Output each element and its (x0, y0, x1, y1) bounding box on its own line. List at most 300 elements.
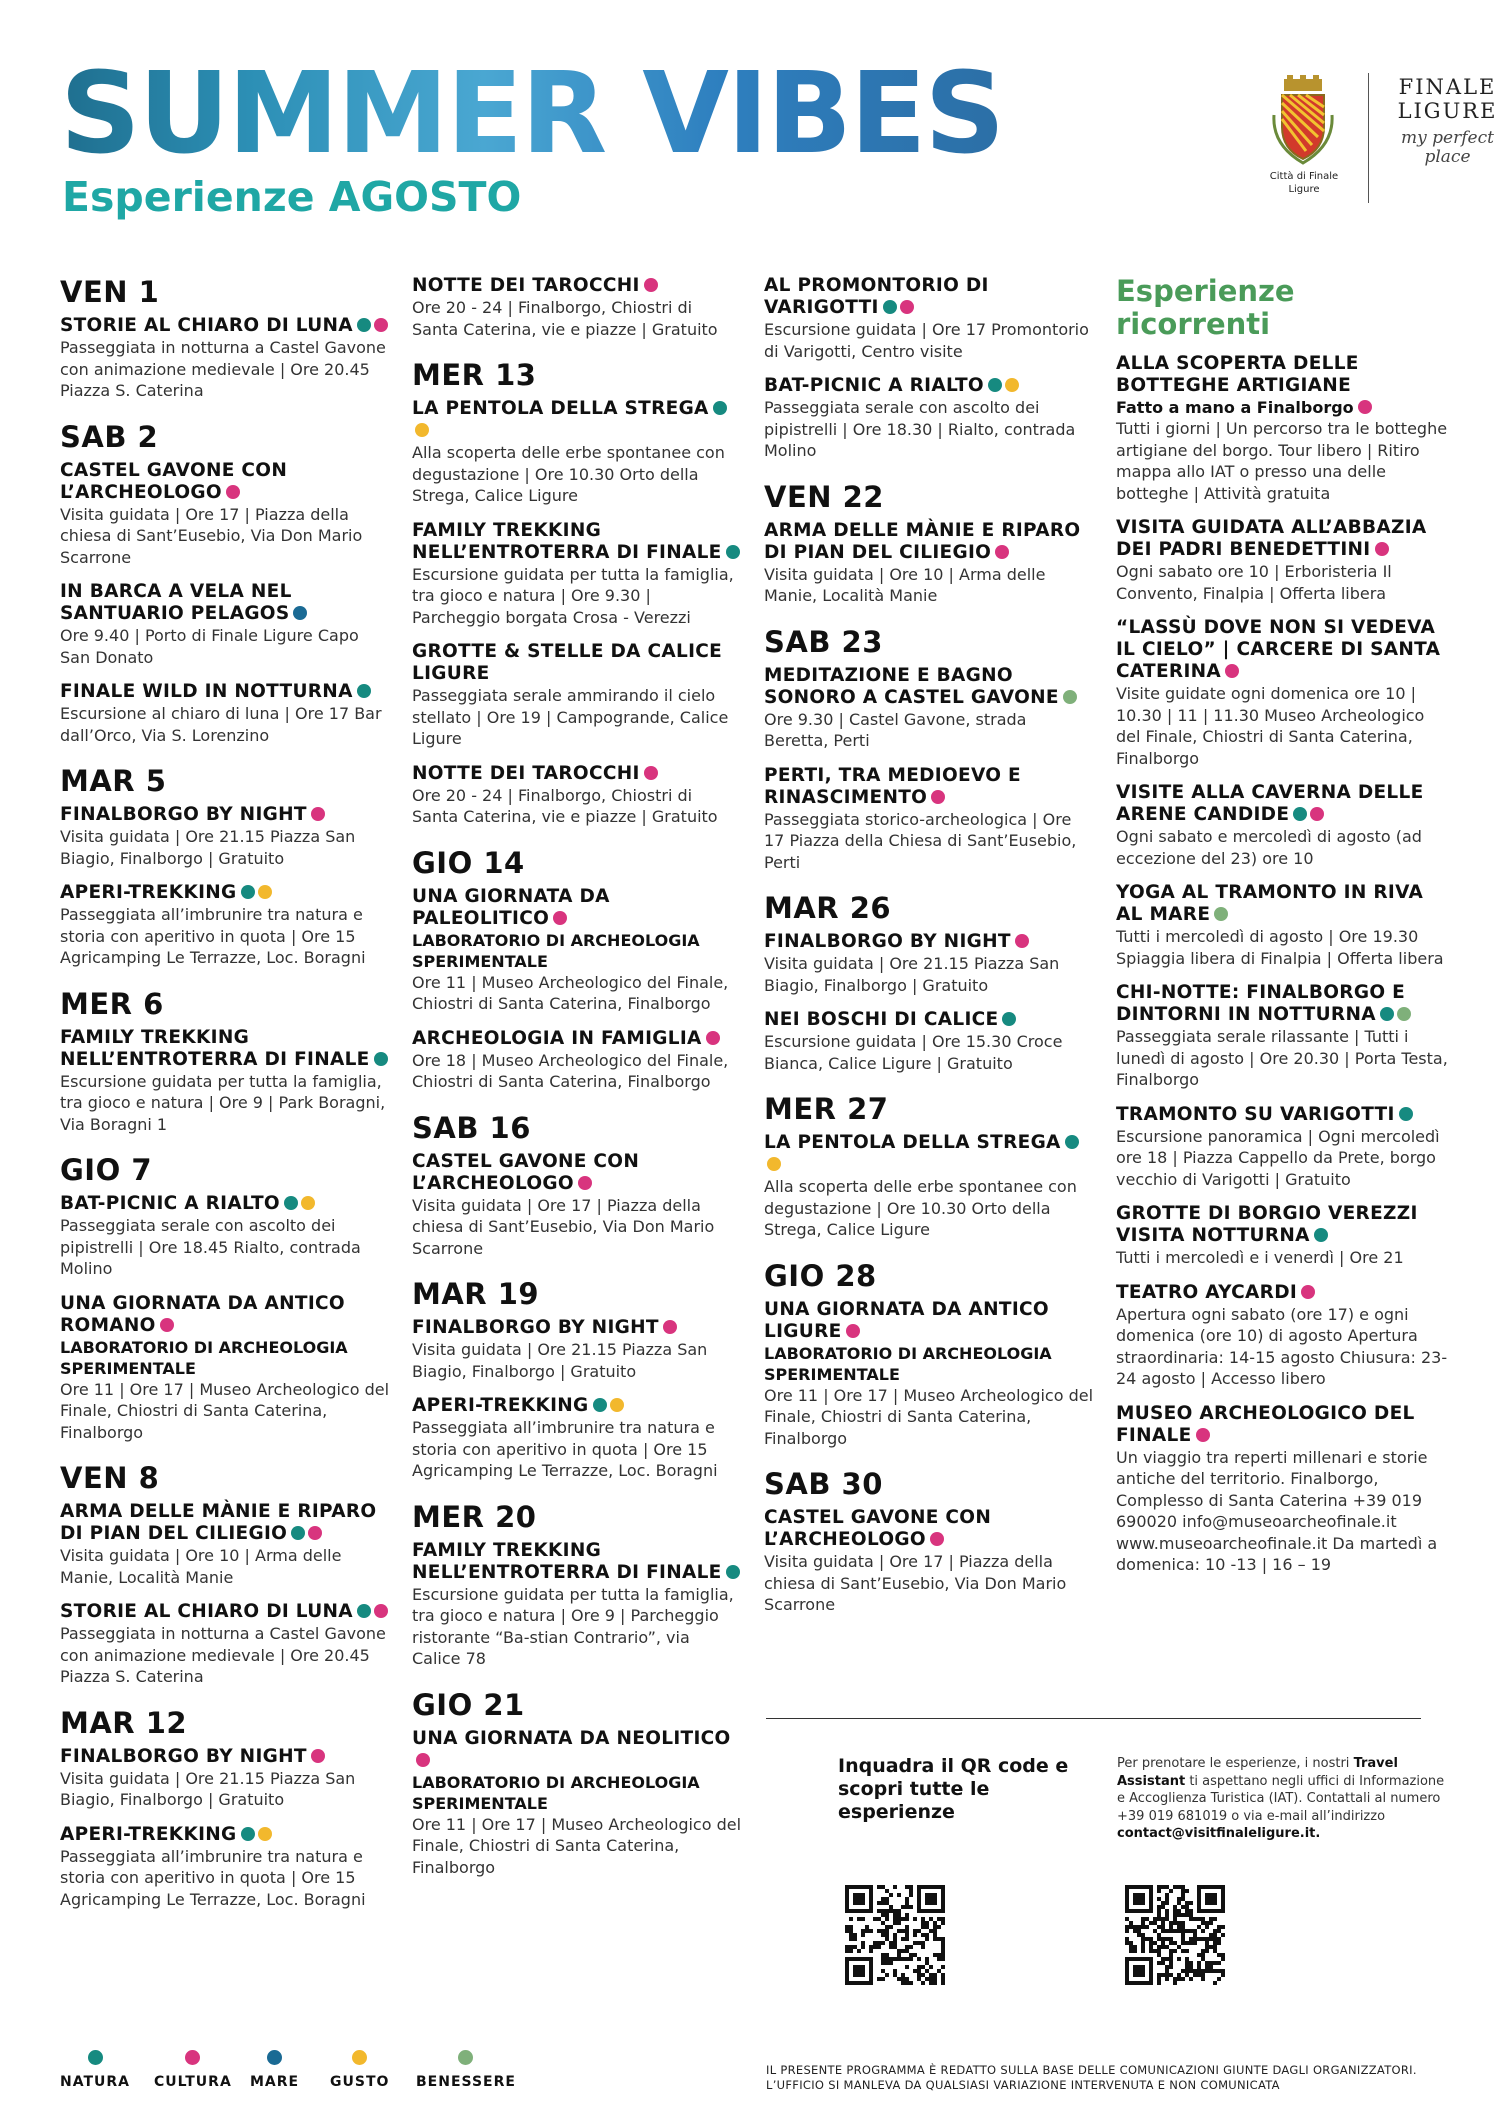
cultura-category-dot (846, 1324, 860, 1338)
event-title (60, 804, 390, 826)
brand-line1: FINALE (1398, 75, 1497, 99)
booking-email-link[interactable]: contact@visitfinaleligure.it. (1117, 1826, 1321, 1841)
event-title (412, 1728, 742, 1772)
event-title-text: BAT-PICNIC A RIALTO (764, 375, 984, 396)
event-title-text: YOGA AL TRAMONTO IN RIVA AL MARE (1116, 882, 1424, 925)
cultura-category-dot (553, 911, 567, 925)
cultura-category-dot (311, 1749, 325, 1763)
cultura-category-dot (1225, 664, 1239, 678)
event-description: Alla scoperta delle erbe spontanee con degustazione | Ore 10.30 Orto della Strega, Calice Ligure (764, 1177, 1077, 1239)
event-description: Passeggiata serale con ascolto dei pipistrelli | Ore 18.45 Rialto, contrada Molino (60, 1216, 361, 1278)
disclaimer: IL PRESENTE PROGRAMMA È REDATTO SULLA BASE DELLE COMUNICAZIONI GIUNTE DAGLI ORGANIZZATORI. L’UFFICIO SI MANLEVA DA QUALSIASI VARIAZIONE INTERVENUTA E NON COMUNICATA (766, 2063, 1417, 2092)
event-description: Ogni sabato ore 10 | Erboristeria Il Convento, Finalpia | Offerta libera (1116, 562, 1392, 603)
legend-item-gusto (330, 2050, 389, 2090)
gusto-category-dot (767, 1157, 781, 1171)
event-title (60, 581, 390, 625)
gusto-category-dot (415, 423, 429, 437)
event-description: Ore 11 | Ore 17 | Museo Archeologico del Finale, Chiostri di Santa Caterina, Finalborgo (764, 1385, 1094, 1448)
benessere-legend-dot (458, 2050, 473, 2065)
event-title (60, 460, 390, 504)
event-title-text: LA PENTOLA DELLA STREGA (412, 398, 709, 419)
benessere-category-dot (1397, 1007, 1411, 1021)
booking-text-pre: Per prenotare le esperienze, i nostri (1117, 1756, 1350, 1771)
event-item[interactable] (1116, 782, 1451, 869)
event-title (764, 1009, 1094, 1031)
event-title-text: VISITA GUIDATA ALL’ABBAZIA DEI PADRI BENEDETTINI (1116, 517, 1427, 560)
brand-logo (1385, 75, 1497, 167)
cultura-category-dot (1196, 1428, 1210, 1442)
logo-area (1260, 65, 1497, 215)
category-legend (60, 2050, 580, 2090)
event-item[interactable] (1116, 982, 1451, 1091)
event-title-text: APERI-TREKKING (60, 882, 237, 903)
day-heading: MER 13 (412, 358, 537, 392)
event-item[interactable] (60, 1193, 390, 1280)
event-title (1116, 782, 1451, 826)
event-description: Ore 20 - 24 | Finalborgo, Chiostri di Santa Caterina, vie e piazze | Gratuito (412, 298, 718, 339)
event-description: Tutti i giorni | Un percorso tra le botteghe artigiane del borgo. Tour libero | Ritiro mappa allo IAT o presso una delle botteghe | Attività gratuita (1116, 419, 1448, 503)
event-title-text: FINALBORGO BY NIGHT (764, 931, 1011, 952)
cultura-category-dot (1375, 542, 1389, 556)
event-subtitle-text: LABORATORIO DI ARCHEOLOGIA SPERIMENTALE (412, 930, 700, 971)
day-heading: GIO 28 (764, 1258, 877, 1293)
event-description: Passeggiata serale rilassante | Tutti i lunedì di agosto | Ore 20.30 | Porta Testa, Finalborgo (1116, 1027, 1448, 1089)
event-title (412, 641, 742, 685)
event-item[interactable] (412, 398, 742, 507)
event-title-text: ARCHEOLOGIA IN FAMIGLIA (412, 1027, 702, 1049)
event-item[interactable] (764, 1507, 1094, 1616)
event-description: Passeggiata storico-archeologica | Ore 17 Piazza della Chiesa di Sant’Eusebio, Perti (764, 809, 1077, 872)
event-title (412, 1151, 742, 1195)
footer-divider (766, 1718, 1421, 1719)
cultura-category-dot (1301, 1285, 1315, 1299)
event-title-text: ARMA DELLE MÀNIE E RIPARO DI PIAN DEL CILIEGIO (60, 1501, 377, 1544)
event-title (412, 275, 742, 297)
event-item[interactable] (1116, 1203, 1451, 1269)
event-subtitle (764, 1343, 1094, 1385)
event-title (412, 1317, 742, 1339)
event-description: Tutti i mercoledì e i venerdì | Ore 21 (1116, 1248, 1404, 1267)
event-description: Escursione guidata per tutta la famiglia, tra gioco e natura | Ore 9.30 | Parcheggio borgata Crosa - Verezzi (412, 564, 734, 627)
event-description: Visita guidata | Ore 21.15 Piazza San Biagio, Finalborgo | Gratuito (764, 954, 1060, 995)
event-title (1116, 517, 1451, 561)
event-description: Visita guidata | Ore 21.15 Piazza San Biagio, Finalborgo | Gratuito (60, 827, 356, 868)
event-title-text: UNA GIORNATA DA NEOLITICO (412, 1727, 731, 1749)
event-title-text: FINALBORGO BY NIGHT (60, 1745, 307, 1767)
event-subtitle (60, 1337, 390, 1379)
logo-divider (1368, 73, 1369, 203)
event-description: Visita guidata | Ore 10 | Arma delle Manie, Località Manie (60, 1546, 342, 1587)
event-title-text: PERTI, TRA MEDIOEVO E RINASCIMENTO (764, 764, 1021, 808)
gusto-category-dot (258, 885, 272, 899)
event-description: Ore 18 | Museo Archeologico del Finale, Chiostri di Santa Caterina, Finalborgo (412, 1050, 729, 1091)
event-title-text: FAMILY TREKKING NELL’ENTROTERRA DI FINALE (412, 1539, 722, 1583)
event-title (764, 520, 1094, 564)
event-title-text: IN BARCA A VELA NEL SANTUARIO PELAGOS (60, 581, 292, 624)
qr-caption: Inquadra il QR code e scopri tutte le esperienze (838, 1755, 1069, 1823)
event-title-text: “LASSÙ DOVE NON SI VEDEVA IL CIELO” | CARCERE DI SANTA CATERINA (1116, 617, 1441, 682)
event-title (1116, 617, 1451, 683)
event-item[interactable] (412, 1028, 742, 1093)
day-heading: VEN 1 (60, 275, 160, 309)
event-item[interactable] (60, 460, 390, 569)
event-description: Passeggiata serale ammirando il cielo stellato | Ore 19 | Campogrande, Calice Ligure (412, 686, 729, 748)
event-title-text: LA PENTOLA DELLA STREGA (764, 1132, 1061, 1153)
event-title (1116, 982, 1451, 1026)
event-description: Ore 11 | Ore 17 | Museo Archeologico del Finale, Chiostri di Santa Caterina, Finalborgo (412, 1814, 742, 1877)
event-description: Escursione al chiaro di luna | Ore 17 Bar dall’Orco, Via S. Lorenzino (60, 704, 382, 745)
event-title (764, 275, 1094, 319)
day-heading: SAB 30 (764, 1467, 883, 1501)
cultura-category-dot (1015, 934, 1029, 948)
event-item[interactable] (412, 1317, 742, 1382)
natura-category-dot (374, 1052, 388, 1066)
event-title-text: UNA GIORNATA DA ANTICO LIGURE (764, 1298, 1049, 1342)
natura-category-dot (357, 1604, 371, 1618)
event-title (60, 1027, 390, 1071)
legend-label: GUSTO (330, 2074, 390, 2090)
day-heading: SAB 16 (412, 1110, 531, 1145)
day-heading: VEN 22 (764, 479, 884, 514)
event-title-text: FINALBORGO BY NIGHT (60, 804, 307, 825)
natura-category-dot (988, 378, 1002, 392)
cultura-category-dot (644, 766, 658, 780)
event-item[interactable] (1116, 882, 1451, 969)
event-subtitle-text: LABORATORIO DI ARCHEOLOGIA SPERIMENTALE (764, 1343, 1052, 1384)
natura-category-dot (1065, 1135, 1079, 1149)
day-heading: MAR 19 (412, 1277, 540, 1311)
event-description: Apertura ogni sabato (ore 17) e ogni domenica (ore 10) di agosto Apertura straordinaria: 14-15 agosto Chiusura: 23-24 agosto | Accesso libero (1116, 1304, 1448, 1388)
event-item[interactable] (412, 275, 742, 340)
event-item[interactable] (60, 581, 390, 668)
event-subtitle-text: Fatto a mano a Finalborgo (1116, 398, 1354, 417)
booking-travel-assistant: Travel Assistant (1117, 1756, 1398, 1789)
booking-info (1117, 1755, 1447, 1843)
gusto-category-dot (1005, 378, 1019, 392)
event-subtitle (412, 1772, 742, 1814)
event-item[interactable] (764, 1009, 1094, 1074)
natura-category-dot (726, 545, 740, 559)
event-title (1116, 1203, 1451, 1247)
event-item[interactable] (412, 1151, 742, 1260)
natura-legend-dot (88, 2050, 103, 2065)
event-item[interactable] (1116, 1403, 1451, 1576)
natura-category-dot (1293, 807, 1307, 821)
event-title (60, 1293, 390, 1337)
column-3 (764, 275, 1094, 1629)
cultura-category-dot (311, 807, 325, 821)
legend-label: NATURA (60, 2074, 130, 2090)
gusto-category-dot (258, 1827, 272, 1841)
event-title-text: CHI-NOTTE: FINALBORGO E DINTORNI IN NOTTURNA (1116, 982, 1406, 1025)
event-title (1116, 353, 1451, 397)
event-title (412, 398, 742, 442)
event-item[interactable] (764, 1299, 1094, 1450)
event-title (60, 1746, 390, 1768)
column-1 (60, 275, 390, 1923)
natura-category-dot (1380, 1007, 1394, 1021)
cultura-legend-dot (185, 2050, 200, 2065)
event-title (60, 882, 390, 904)
event-title-text: FAMILY TREKKING NELL’ENTROTERRA DI FINALE (60, 1026, 370, 1070)
event-description: Un viaggio tra reperti millenari e storie antiche del territorio. Finalborgo, Complesso di Santa Caterina +39 019 690020 info@museoarcheofinale.it www.museoarcheofinale.it Da martedì a domenica: 10 -13 | 16 – 19 (1116, 1447, 1438, 1574)
cultura-category-dot (706, 1031, 720, 1045)
event-title-text: BAT-PICNIC A RIALTO (60, 1193, 280, 1214)
event-subtitle-text: LABORATORIO DI ARCHEOLOGIA SPERIMENTALE (412, 1772, 700, 1813)
cultura-category-dot (160, 1318, 174, 1332)
event-title-text: STORIE AL CHIARO DI LUNA (60, 1601, 353, 1622)
event-title (60, 681, 390, 703)
event-title (412, 886, 742, 930)
event-item[interactable] (1116, 1104, 1451, 1191)
event-item[interactable] (412, 1395, 742, 1482)
legend-item-benessere (416, 2050, 516, 2090)
event-description: Visita guidata | Ore 17 | Piazza della chiesa di Sant’Eusebio, Via Don Mario Scarrone (412, 1195, 715, 1258)
day-heading: SAB 2 (60, 419, 159, 454)
event-title (60, 1824, 390, 1846)
event-title (1116, 1282, 1451, 1304)
event-title-text: UNA GIORNATA DA ANTICO ROMANO (60, 1292, 345, 1336)
event-item[interactable] (60, 1601, 390, 1688)
cultura-category-dot (374, 1604, 388, 1618)
event-title-text: FINALBORGO BY NIGHT (412, 1317, 659, 1338)
event-description: Escursione guidata | Ore 15.30 Croce Bianca, Calice Ligure | Gratuito (764, 1032, 1063, 1073)
qr-code-icon[interactable] (1125, 1885, 1225, 1985)
legend-item-natura (60, 2050, 130, 2090)
event-item[interactable] (412, 520, 742, 629)
event-item[interactable] (60, 1746, 390, 1811)
event-title-text: TEATRO AYCARDI (1116, 1281, 1298, 1303)
event-description: Ore 9.40 | Porto di Finale Ligure Capo San Donato (60, 626, 359, 667)
natura-category-dot (1002, 1012, 1016, 1026)
event-description: Visita guidata | Ore 21.15 Piazza San Biagio, Finalborgo | Gratuito (60, 1768, 356, 1809)
day-heading: GIO 21 (412, 1687, 525, 1722)
event-title (764, 1299, 1094, 1343)
event-title (412, 1395, 742, 1417)
event-title-text: AL PROMONTORIO DI VARIGOTTI (764, 275, 989, 318)
event-title-text: VISITE ALLA CAVERNA DELLE ARENE CANDIDE (1116, 782, 1424, 825)
event-title (764, 1507, 1094, 1551)
cultura-category-dot (930, 1532, 944, 1546)
event-item[interactable] (60, 1027, 390, 1136)
day-heading: MAR 12 (60, 1705, 188, 1740)
event-item[interactable] (60, 804, 390, 869)
event-item[interactable] (412, 641, 742, 750)
cultura-category-dot (578, 1176, 592, 1190)
legend-item-cultura (154, 2050, 232, 2090)
natura-category-dot (1399, 1107, 1413, 1121)
gusto-category-dot (301, 1196, 315, 1210)
day-heading: MER 6 (60, 986, 164, 1021)
event-item[interactable] (764, 931, 1094, 996)
city-crest-icon (1270, 75, 1336, 165)
event-description: Ogni sabato e mercoledì di agosto (ad eccezione del 23) ore 10 (1116, 827, 1422, 868)
event-description: Ore 11 | Ore 17 | Museo Archeologico del Finale, Chiostri di Santa Caterina, Finalborgo (60, 1379, 390, 1442)
natura-category-dot (726, 1565, 740, 1579)
event-title-text: ALLA SCOPERTA DELLE BOTTEGHE ARTIGIANE (1116, 353, 1359, 396)
cultura-category-dot (931, 790, 945, 804)
page-title: SUMMER VIBES (60, 49, 1004, 179)
event-title (412, 1540, 742, 1584)
benessere-category-dot (1214, 907, 1228, 921)
qr-code-icon[interactable] (845, 1885, 945, 1985)
event-description: Visita guidata | Ore 10 | Arma delle Manie, Località Manie (764, 564, 1046, 605)
event-title-text: NOTTE DEI TAROCCHI (412, 275, 640, 296)
event-item[interactable] (60, 1824, 390, 1911)
event-description: Ore 20 - 24 | Finalborgo, Chiostri di Santa Caterina, vie e piazze | Gratuito (412, 785, 718, 826)
mare-category-dot (293, 606, 307, 620)
natura-category-dot (713, 401, 727, 415)
day-heading: MER 20 (412, 1499, 537, 1534)
natura-category-dot (357, 318, 371, 332)
day-heading: MER 27 (764, 1092, 889, 1126)
event-title-text: GROTTE & STELLE DA CALICE LIGURE (412, 641, 723, 684)
event-title-text: APERI-TREKKING (412, 1395, 589, 1416)
event-description: Ore 9.30 | Castel Gavone, strada Beretta, Perti (764, 709, 1027, 750)
cultura-category-dot (900, 300, 914, 314)
event-description: Passeggiata all’imbrunire tra natura e storia con aperitivo in quota | Ore 15 Agricamping Le Terrazze, Loc. Boragni (60, 1846, 366, 1909)
event-item[interactable] (412, 763, 742, 828)
event-title (764, 931, 1094, 953)
event-title (60, 315, 390, 337)
event-description: Passeggiata all’imbrunire tra natura e storia con aperitivo in quota | Ore 15 Agricamping Le Terrazze, Loc. Boragni (60, 905, 366, 967)
event-title-text: NEI BOSCHI DI CALICE (764, 1009, 999, 1030)
event-description: Escursione guidata | Ore 17 Promontorio di Varigotti, Centro visite (764, 320, 1089, 361)
event-title (764, 765, 1094, 809)
day-heading: GIO 14 (412, 845, 525, 880)
event-title (412, 520, 742, 564)
event-description: Escursione guidata per tutta la famiglia, tra gioco e natura | Ore 9 | Park Boragni, Via Boragni 1 (60, 1071, 386, 1134)
recurring-heading: Esperienze ricorrenti (1116, 274, 1295, 341)
event-item[interactable] (60, 681, 390, 746)
event-title (412, 1028, 742, 1050)
recurring-list (1116, 353, 1451, 1576)
event-item[interactable] (60, 1501, 390, 1588)
event-title-text: NOTTE DEI TAROCCHI (412, 762, 640, 784)
mare-legend-dot (267, 2050, 282, 2065)
event-item[interactable] (764, 765, 1094, 874)
natura-category-dot (883, 300, 897, 314)
brand-script: my perfect place (1401, 128, 1494, 167)
cultura-category-dot (1358, 400, 1372, 414)
event-description: Ore 11 | Museo Archeologico del Finale, Chiostri di Santa Caterina, Finalborgo (412, 972, 729, 1013)
benessere-category-dot (1063, 690, 1077, 704)
cultura-category-dot (226, 485, 240, 499)
event-description: Passeggiata in notturna a Castel Gavone con animazione medievale | Ore 20.45 Piazza S. Caterina (60, 1624, 386, 1686)
event-title-text: CASTEL GAVONE CON L’ARCHEOLOGO (412, 1150, 640, 1194)
day-heading: VEN 8 (60, 1461, 160, 1495)
event-title-text: APERI-TREKKING (60, 1823, 237, 1845)
event-description: Passeggiata serale con ascolto dei pipistrelli | Ore 18.30 | Rialto, contrada Molino (764, 398, 1076, 460)
natura-category-dot (284, 1196, 298, 1210)
natura-category-dot (291, 1526, 305, 1540)
event-item[interactable] (60, 315, 390, 402)
event-title (60, 1193, 390, 1215)
recurring-column (1116, 275, 1451, 1589)
event-item[interactable] (412, 1540, 742, 1670)
event-title (764, 665, 1094, 709)
event-title-text: CASTEL GAVONE CON L’ARCHEOLOGO (60, 459, 288, 503)
cultura-category-dot (308, 1526, 322, 1540)
event-title-text: MUSEO ARCHEOLOGICO DEL FINALE (1116, 1402, 1415, 1446)
event-item[interactable] (764, 665, 1094, 752)
event-title (60, 1501, 390, 1545)
event-title (1116, 1403, 1451, 1447)
legend-label: BENESSERE (416, 2074, 516, 2090)
event-subtitle (412, 930, 742, 972)
event-description: Visita guidata | Ore 21.15 Piazza San Biagio, Finalborgo | Gratuito (412, 1340, 708, 1381)
event-title (1116, 882, 1451, 926)
natura-category-dot (241, 1827, 255, 1841)
event-item[interactable] (764, 375, 1094, 462)
day-heading: GIO 7 (60, 1153, 153, 1187)
event-item[interactable] (1116, 517, 1451, 604)
event-title (764, 375, 1094, 397)
event-item[interactable] (764, 275, 1094, 362)
brand-line2: LIGURE (1397, 99, 1497, 123)
header (60, 49, 1497, 225)
event-title-text: TRAMONTO SU VARIGOTTI (1116, 1103, 1395, 1125)
event-description: Visite guidate ogni domenica ore 10 | 10.30 | 11 | 11.30 Museo Archeologico del Finale, Chiostri di Santa Caterina, Finalborgo (1116, 684, 1425, 768)
event-title-text: CASTEL GAVONE CON L’ARCHEOLOGO (764, 1507, 992, 1550)
event-item[interactable] (1116, 617, 1451, 769)
day-heading: MAR 26 (764, 891, 892, 925)
cultura-category-dot (995, 545, 1009, 559)
event-description: Passeggiata in notturna a Castel Gavone con animazione medievale | Ore 20.45 Piazza S. Caterina (60, 338, 386, 400)
day-heading: MAR 5 (60, 764, 167, 798)
natura-category-dot (1314, 1228, 1328, 1242)
event-title-text: GROTTE DI BORGIO VEREZZI VISITA NOTTURNA (1116, 1203, 1418, 1246)
event-subtitle-text: LABORATORIO DI ARCHEOLOGIA SPERIMENTALE (60, 1337, 348, 1378)
natura-category-dot (593, 1398, 607, 1412)
cultura-category-dot (374, 318, 388, 332)
event-description: Visita guidata | Ore 17 | Piazza della chiesa di Sant’Eusebio, Via Don Mario Scarrone (60, 504, 363, 567)
cultura-category-dot (1310, 807, 1324, 821)
gusto-legend-dot (352, 2050, 367, 2065)
cultura-category-dot (416, 1753, 430, 1767)
column-2 (412, 275, 742, 1891)
event-description: Escursione guidata per tutta la famiglia, tra gioco e natura | Ore 9 | Parcheggio ristorante “Ba-stian Contrario”, via Calice 78 (412, 1584, 734, 1668)
event-description: Visita guidata | Ore 17 | Piazza della chiesa di Sant’Eusebio, Via Don Mario Scarrone (764, 1552, 1067, 1614)
event-description: Alla scoperta delle erbe spontanee con degustazione | Ore 10.30 Orto della Strega, Calice Ligure (412, 443, 725, 505)
cultura-category-dot (663, 1320, 677, 1334)
event-title-text: FAMILY TREKKING NELL’ENTROTERRA DI FINALE (412, 519, 722, 563)
event-item[interactable] (764, 1132, 1094, 1241)
gusto-category-dot (610, 1398, 624, 1412)
event-title-text: UNA GIORNATA DA PALEOLITICO (412, 885, 610, 929)
event-item[interactable] (1116, 1282, 1451, 1390)
event-item[interactable] (1116, 353, 1451, 504)
event-description: Tutti i mercoledì di agosto | Ore 19.30 Spiaggia libera di Finalpia | Offerta libera (1116, 927, 1444, 968)
event-item[interactable] (764, 520, 1094, 607)
event-title (60, 1601, 390, 1623)
event-item[interactable] (60, 1293, 390, 1444)
event-title-text: STORIE AL CHIARO DI LUNA (60, 315, 353, 336)
event-title-text: FINALE WILD IN NOTTURNA (60, 681, 353, 702)
legend-item-mare (250, 2050, 299, 2090)
event-item[interactable] (60, 882, 390, 969)
event-title-text: MEDITAZIONE E BAGNO SONORO A CASTEL GAVONE (764, 664, 1059, 708)
event-item[interactable] (412, 886, 742, 1015)
event-item[interactable] (412, 1728, 742, 1879)
event-description: Passeggiata all’imbrunire tra natura e storia con aperitivo in quota | Ore 15 Agricamping Le Terrazze, Loc. Boragni (412, 1418, 718, 1480)
event-title-text: ARMA DELLE MÀNIE E RIPARO DI PIAN DEL CILIEGIO (764, 519, 1081, 563)
day-heading: SAB 23 (764, 624, 883, 659)
event-subtitle (1116, 397, 1451, 418)
page-subtitle: Esperienze AGOSTO (62, 173, 522, 221)
booking-text-post: ti aspettano negli uffici di Informazione e Accoglienza Turistica (IAT). Contattali al numero +39 019 681019 o via e-mail all’indirizzo (1117, 1773, 1445, 1824)
city-label: Città di Finale Ligure (1269, 171, 1339, 195)
